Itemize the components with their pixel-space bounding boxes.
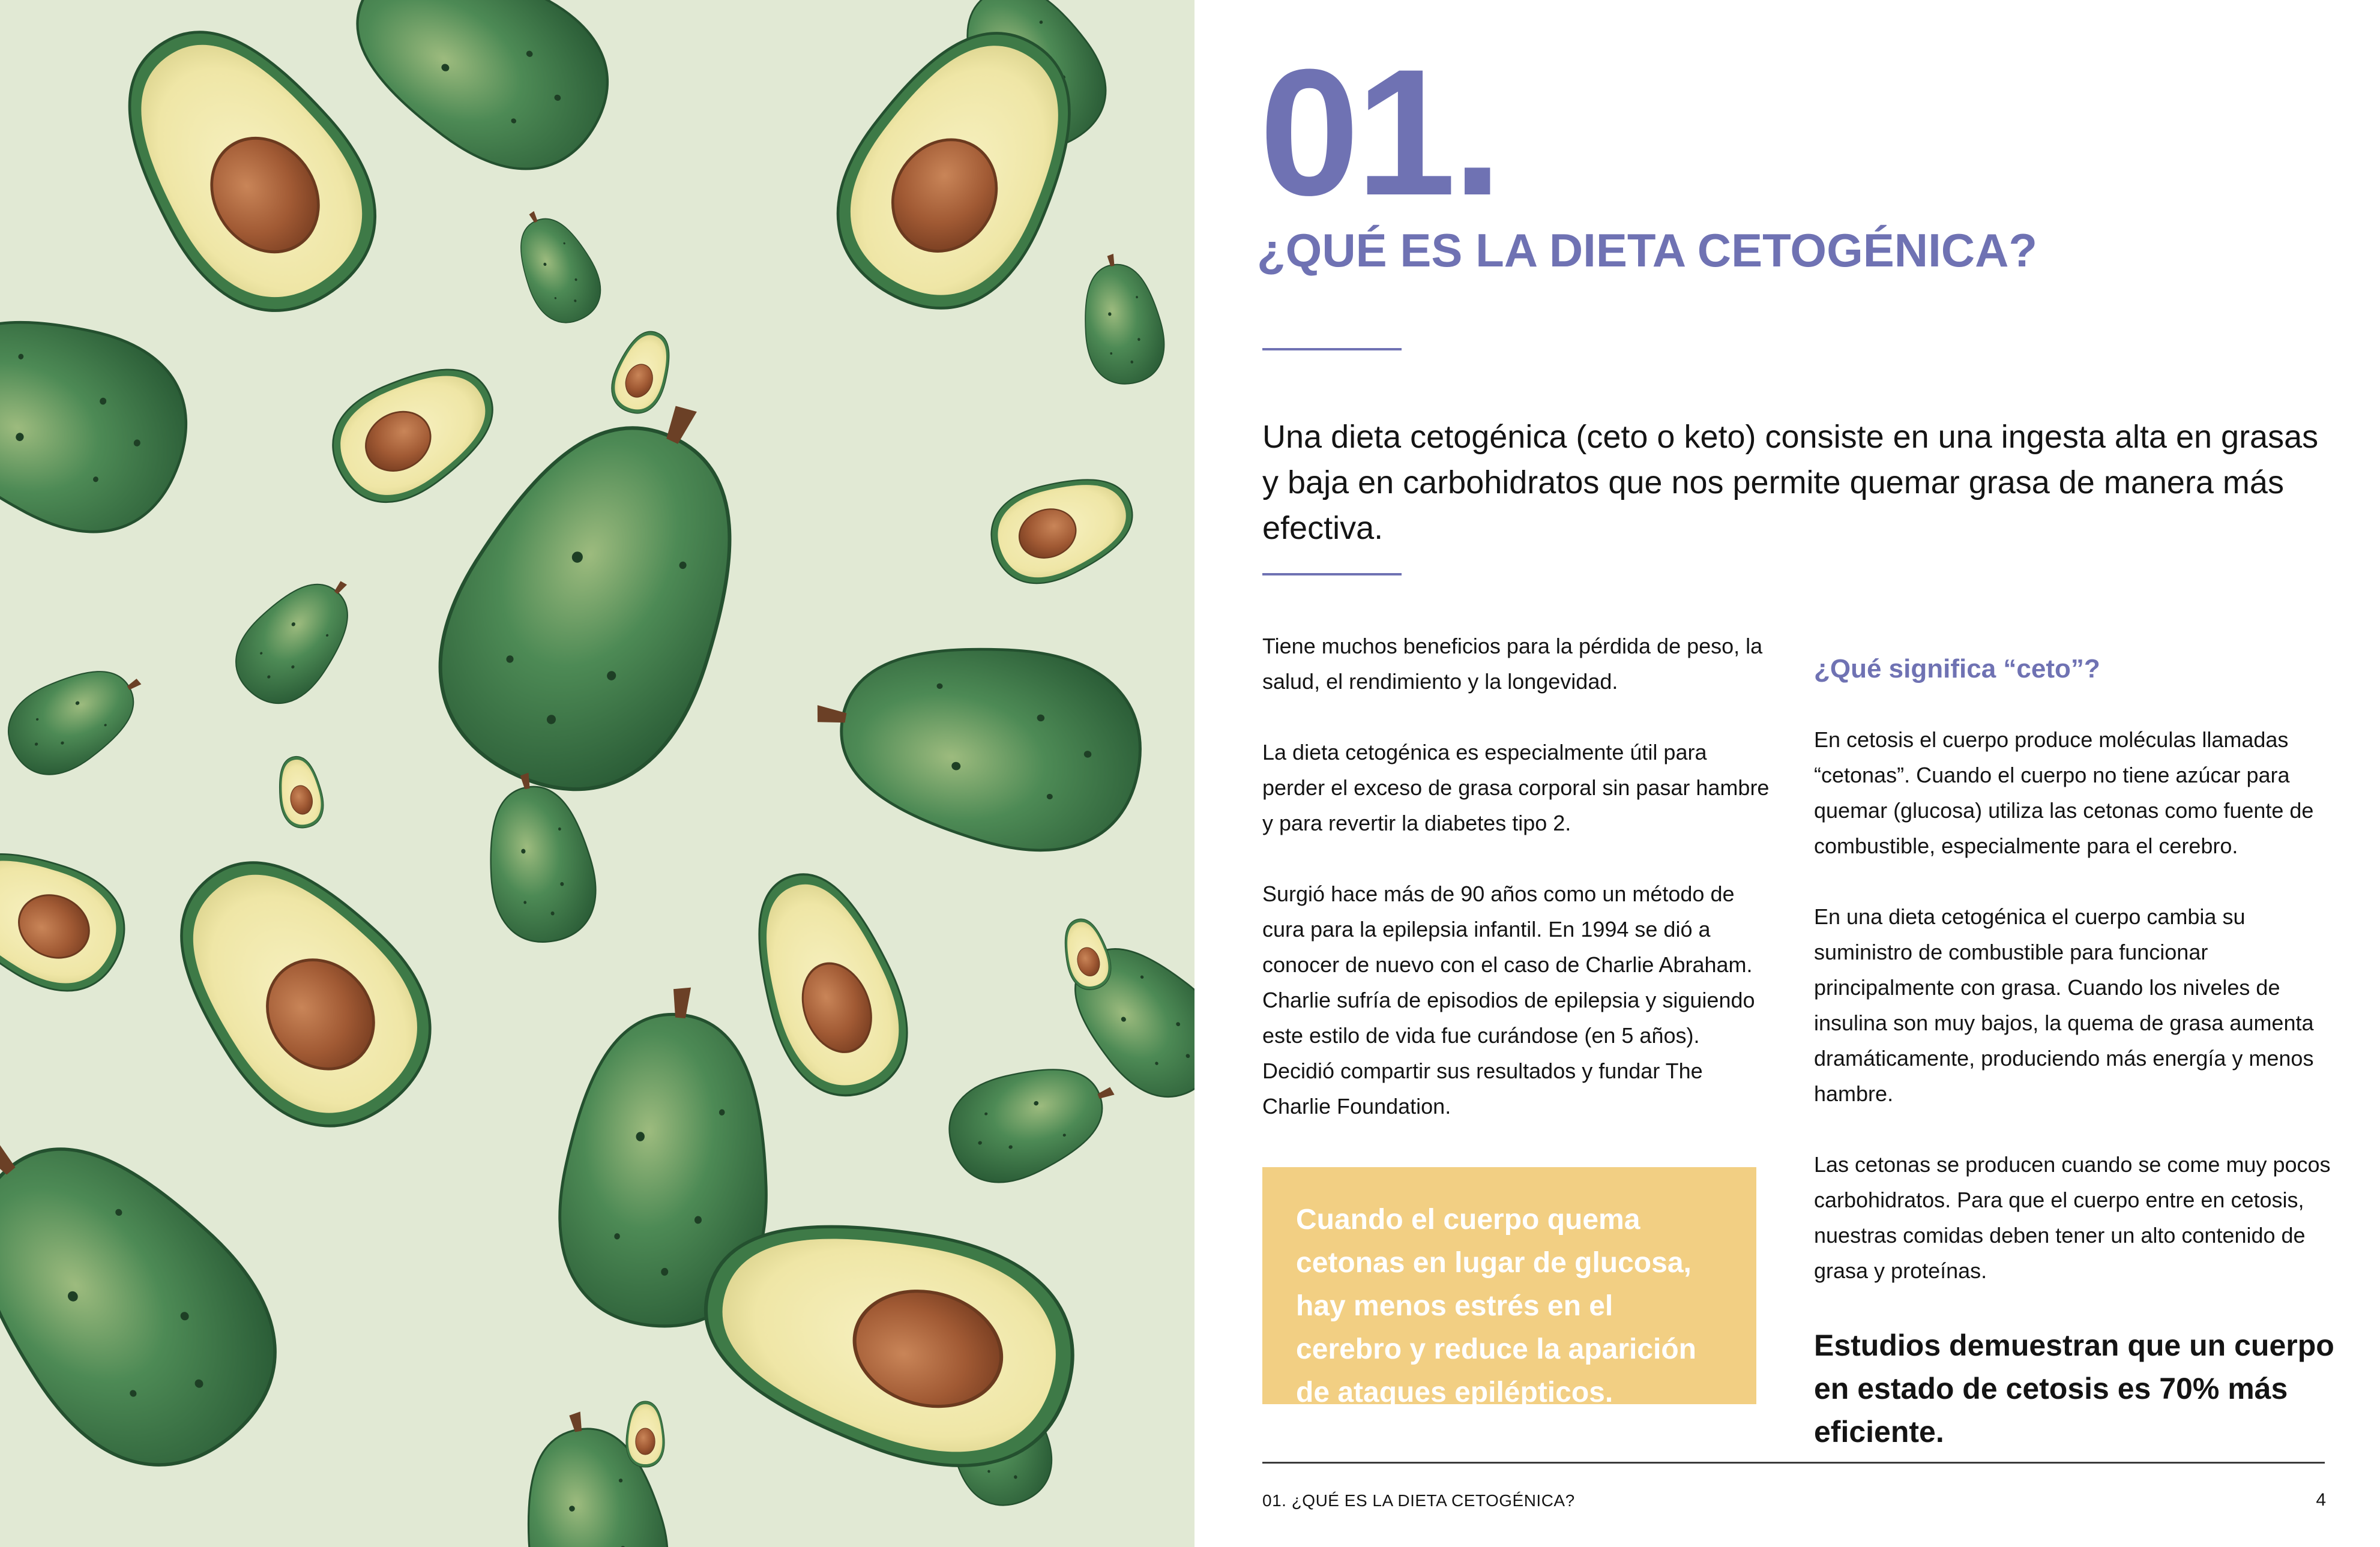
avocado-half <box>273 753 327 832</box>
paragraph: La dieta cetogénica es especialmente útil para perder el exceso de grasa corporal sin pasar hambre y para revertir la diabetes tipo 2. <box>1262 740 1770 835</box>
left-column <box>1262 628 1773 1159</box>
avocado-half <box>604 324 681 421</box>
avocado-whole <box>500 198 612 334</box>
footer-divider <box>1262 1462 2325 1464</box>
right-column <box>1814 651 2336 1489</box>
divider <box>1262 348 1402 350</box>
paragraph: Tiene muchos beneficios para la pérdida de peso, la salud, el rendimiento y la longevidad. <box>1262 634 1763 694</box>
divider <box>1262 573 1402 575</box>
chapter-number: 01. <box>1259 31 1499 233</box>
avocado-whole <box>0 1071 321 1510</box>
chapter-title: ¿QUÉ ES LA DIETA CETOGÉNICA? <box>1257 224 2038 277</box>
paragraph: Las cetonas se producen cuando se come muy pocos carbohidratos. Para que el cuerpo entre en cetosis, nuestras comidas deben tener un alto contenido de grasa y proteínas. <box>1814 1152 2331 1283</box>
avocado-whole <box>936 1042 1131 1197</box>
avocado-half <box>132 817 468 1164</box>
avocado-half <box>729 855 928 1113</box>
avocado-half <box>626 1401 664 1467</box>
callout-text: Estudios demuestran que un cuerpo en estado de cetosis es 70% más eficiente. <box>1814 1329 2334 1449</box>
avocado-whole <box>1072 248 1170 390</box>
avocado-whole <box>0 274 212 557</box>
paragraph: En una dieta cetogénica el cuerpo cambia su suministro de combustible para funcionar principalmente con grasa. Cuando los niveles de insulina son muy bajos, la quema de grasa aumenta dramáticamente, produciendo más energía y menos hambre. <box>1814 904 2314 1106</box>
avocado-half <box>978 459 1146 596</box>
avocado-whole <box>799 616 1155 867</box>
avocado-half <box>313 342 514 523</box>
subheading: ¿Qué significa “ceto”? <box>1814 654 2100 683</box>
avocado-whole <box>474 764 604 950</box>
footer-section-title: 01. ¿QUÉ ES LA DIETA CETOGÉNICA? <box>1262 1491 1575 1510</box>
intro-text: Una dieta cetogénica (ceto o keto) consiste en una ingesta alta en grasas y baja en carbohidratos que nos permite quemar grasa de manera más efectiva. <box>1262 419 2319 546</box>
quote-text: Cuando el cuerpo quema cetonas en lugar de glucosa, hay menos estrés en el cerebro y reduce la aparición de ataques epilépticos. <box>1296 1204 1696 1408</box>
avocado-whole <box>219 555 377 720</box>
avocado-half <box>0 826 143 1011</box>
text-page <box>1195 0 2380 1547</box>
paragraph: En cetosis el cuerpo produce moléculas llamadas “cetonas”. Cuando el cuerpo no tiene azúcar para quemar (glucosa) utiliza las cetonas como fuente de combustible, especialmente para el cerebro. <box>1814 727 2314 858</box>
page-number: 4 <box>2316 1490 2326 1510</box>
paragraph: Surgió hace más de 90 años como un método de cura para la epilepsia infantil. En 1994 se dió a conocer de nuevo con el caso de Charlie Abraham. Charlie sufría de episodios de epilepsia y siguiendo este estilo de vida fue curándose (en 5 años). Decidió compartir sus resultados y fundar The Charlie Foundation. <box>1262 882 1755 1119</box>
avocado-whole <box>0 644 161 790</box>
quote-box <box>1262 1167 1756 1408</box>
